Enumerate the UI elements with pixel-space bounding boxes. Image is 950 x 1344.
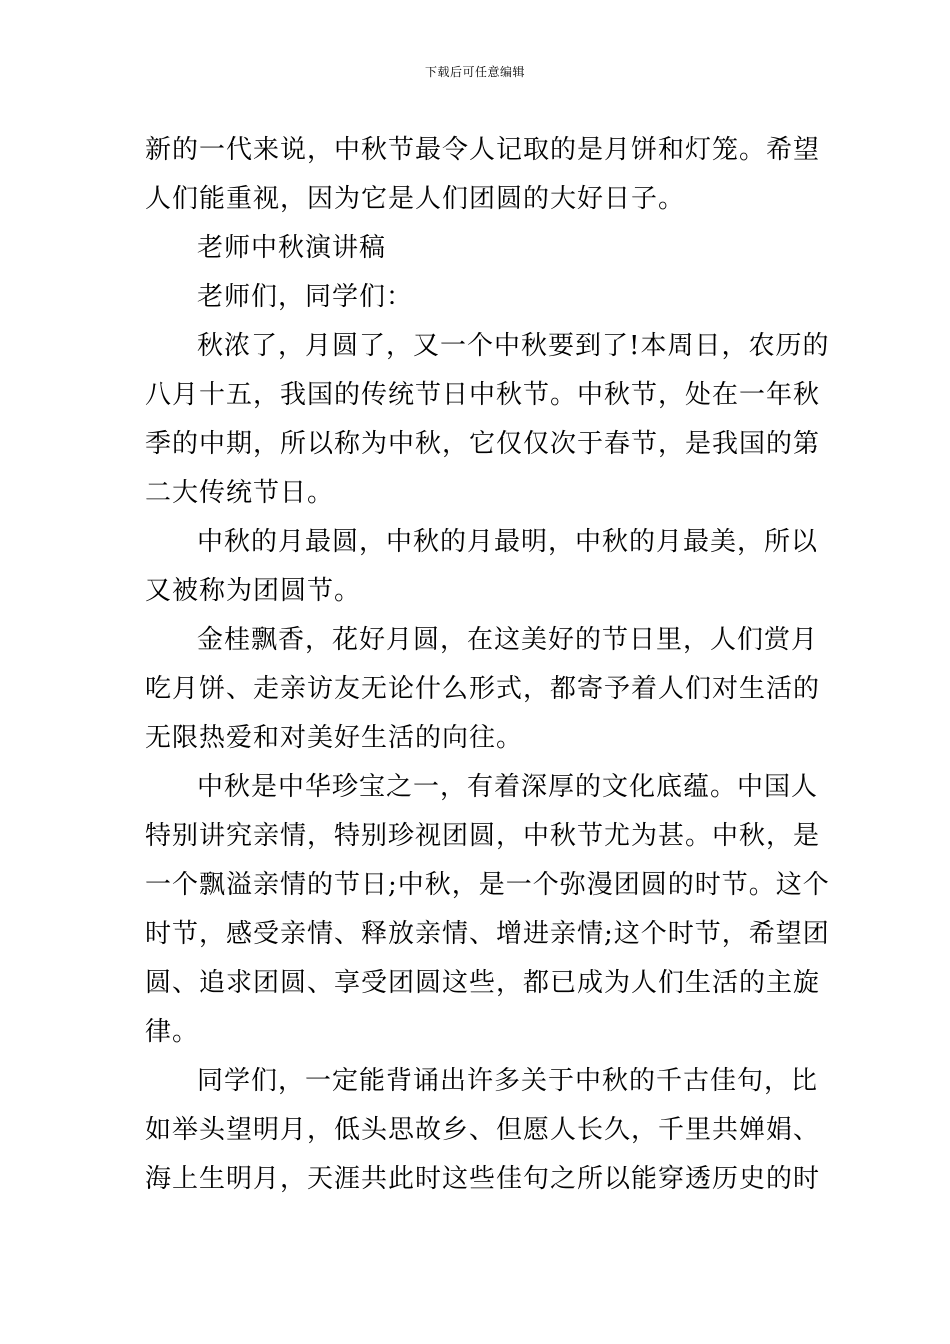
text-line: 一个飘溢亲情的节日;中秋，是一个弥漫团圆的时节。这个 [145,870,830,900]
text-line: 如举头望明月，低头思故乡、但愿人长久，千里共婵娟、 [145,1115,821,1145]
text-line: 新的一代来说，中秋节最令人记取的是月饼和灯笼。希望 [145,135,821,165]
text-line: 季的中期，所以称为中秋，它仅仅次于春节，是我国的第 [145,429,821,459]
text-line: 特别讲究亲情，特别珍视团圆，中秋节尤为甚。中秋，是 [145,821,821,851]
text-line: 律。 [145,1017,200,1047]
text-line: 吃月饼、走亲访友无论什么形式，都寄予着人们对生活的 [145,674,821,704]
text-line: 中秋是中华珍宝之一，有着深厚的文化底蕴。中国人 [197,772,819,802]
text-line: 二大传统节日。 [145,478,335,508]
page-header: 下载后可任意编辑 [424,65,525,79]
document-body [145,126,830,1204]
text-line: 海上生明月，天涯共此时这些佳句之所以能穿透历史的时 [145,1164,821,1194]
text-line: 人们能重视，因为它是人们团圆的大好日子。 [145,184,686,214]
text-line: 八月十五，我国的传统节日中秋节。中秋节，处在一年秋 [145,380,821,410]
text-line: 秋浓了，月圆了，又一个中秋要到了!本周日，农历的 [197,331,830,361]
text-line: 同学们，一定能背诵出许多关于中秋的千古佳句，比 [197,1066,819,1096]
text-line: 中秋的月最圆，中秋的月最明，中秋的月最美，所以 [197,527,819,557]
salutation: 老师们，同学们： [197,282,414,312]
text-line: 金桂飘香，花好月圆，在这美好的节日里，人们赏月 [197,625,819,655]
section-title: 老师中秋演讲稿 [197,233,387,263]
text-line: 又被称为团圆节。 [145,576,362,606]
text-line: 时节，感受亲情、释放亲情、增进亲情;这个时节，希望团 [145,919,830,949]
text-line: 圆、追求团圆、享受团圆这些，都已成为人们生活的主旋 [145,968,821,998]
text-line: 无限热爱和对美好生活的向往。 [145,723,524,753]
